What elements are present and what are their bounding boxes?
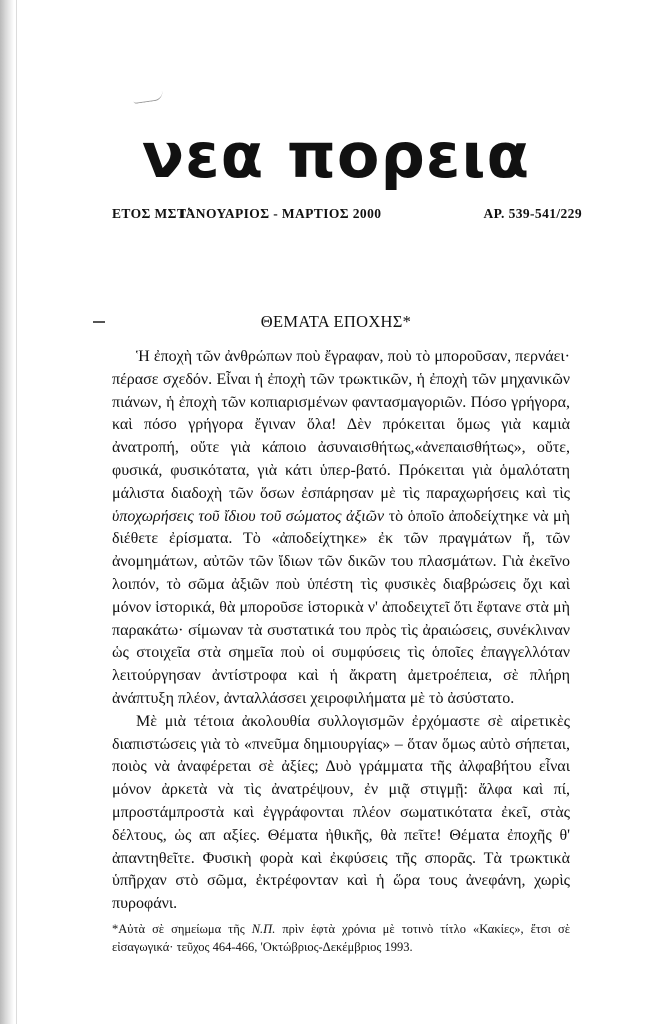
paragraph-1-text-b: τὸ ὁποῖο ἀποδείχτηκε νὰ μὴ διέθετε ἐρίσματα. Τὸ «ἀποδείχτηκε» ἐκ τῶν πραγμάτων ἤ, τῶν ἀνομημάτων, αὐτῶν τῶν ἴδιων τῶν δικῶν του πλασμάτων. Γιὰ ἐκεῖνο λοιπόν, τὸ σῶμα ἀξιῶν ποὺ ὑπέστη τὶς φυσικὲς διαβρώσεις ὄχι καὶ μόνον ἱστορικά, θὰ μποροῦσε ἱστορικὰ ν' ἀποδειχτεῖ ὅτι ἔφτανε στὰ μὴ παρακάτω· σίμωναν τὰ συστατικά του πρὸς τὶς ἀραιώσεις, συνέκλιναν ὡς στοιχεῖα στὰ σημεῖα ποὺ οἱ συμφύσεις τὶς ὁποῖες ἐπαγγελλόταν λειτούργησαν ἀντίστροφα καὶ ἡ ἄκρατη ἀμετροέπεια, σὲ πλήρη ἀνάπτυξη πλέον, ἀνταλλάσσει χειροφιλήματα μὲ τὸ ἀσύστατο. <box>112 507 570 707</box>
paragraph-1-italic: ὑποχωρήσεις τοῦ ἴδιου τοῦ σώματος ἀξιῶν <box>112 507 385 525</box>
issue-number: ΑΡ. 539-541/229 <box>483 206 582 221</box>
article-body <box>112 346 570 916</box>
paragraph-1-text-a: Ἡ ἐποχὴ τῶν ἀνθρώπων ποὺ ἔγραφαν, ποὺ τὸ μποροῦσαν, περνάει· πέρασε σχεδόν. Εἶναι ἡ ἐποχὴ τῶν τρωκτικῶν, ἡ ἐποχὴ τῶν μηχανικῶν πιάνων, ἡ ἐποχὴ τῶν κοπιαρισμένων φαντασμαγοριῶν. Πόσο γρήγορα, καὶ πόσο γρήγορα ἔγιναν ὅλα! Δὲν πρόκειται ὅμως γιὰ καμιὰ ἀνατροπή, οὔτε γιὰ κάποιο ἀσυναισθήτως,«ἀνεπαισθήτως», οὔτε, φυσικά, φυσικότατα, γιὰ κάτι ὑπερ-βατό. Πρόκειται γιὰ ὁμαλότατη μάλιστα διαδοχὴ τῶν ὅσων ἐσπάρησαν μὲ τὶς παραχωρήσεις καὶ τὶς <box>112 348 570 502</box>
footnote-text-a: *Αὐτὰ σὲ σημείωμα τῆς <box>112 922 252 936</box>
footnote-text-b: πρὶν ἑφτὰ χρόνια μὲ τοτινὸ τίτλο «Κακίες», ἔτσι σὲ εἰσαγωγικά· τεῦχος 464-466, 'Οκτώβριος-Δεκέμβριος 1993. <box>112 922 570 954</box>
footnote-italic: Ν.Π. <box>251 922 276 936</box>
pencil-mark <box>133 91 164 104</box>
paragraph-1 <box>112 346 570 711</box>
paragraph-2: Μὲ μιὰ τέτοια ἀκολουθία συλλογισμῶν ἐρχόμαστε σὲ αἱρετικὲς διαπιστώσεις γιὰ τὸ «πνεῦμα δημιουργίας» – ὅταν ὅμως αὐτὸ σήπεται, ποιὸς νὰ ἀναφέρεται σὲ ἀξίες; Δυὸ γράμματα τῆς ἀλφαβήτου εἶναι μόνον ἀρκετὰ νὰ τὶς ἀνατρέψουν, ἐν μιᾷ στιγμῇ: ἄλφα καὶ πί, μπροστάμπροστὰ καὶ ἐγγράφονται πλέον σωματικότατα ἐκεῖ, στὰς δέλτους, ὡς απ αξίες. Θέματα ἠθικῆς, θὰ πεῖτε! Θέματα ἐποχῆς θ' ἀπαντηθεῖτε. Φυσικὴ φορὰ καὶ ἐκφύσεις τῆς σπορᾶς. Τὰ τρωκτικὰ ὑπῆρχαν στὸ σῶμα, ἐκτρέφονταν καὶ ἡ ὥρα τους ἀνεφάνη, χωρὶς πυροφάνι. <box>112 712 570 913</box>
article-heading: ΘΕΜΑΤΑ ΕΠΟΧΗΣ* <box>260 312 412 331</box>
year-volume: ΕΤΟΣ ΜΣΤ΄ <box>112 206 192 221</box>
journal-logo-title: νεα πορεια <box>141 119 531 192</box>
footnote <box>112 920 570 956</box>
issue-period: ΙΑΝΟΥΑΡΙΟΣ - ΜΑΡΤΙΟΣ 2000 <box>180 206 382 221</box>
